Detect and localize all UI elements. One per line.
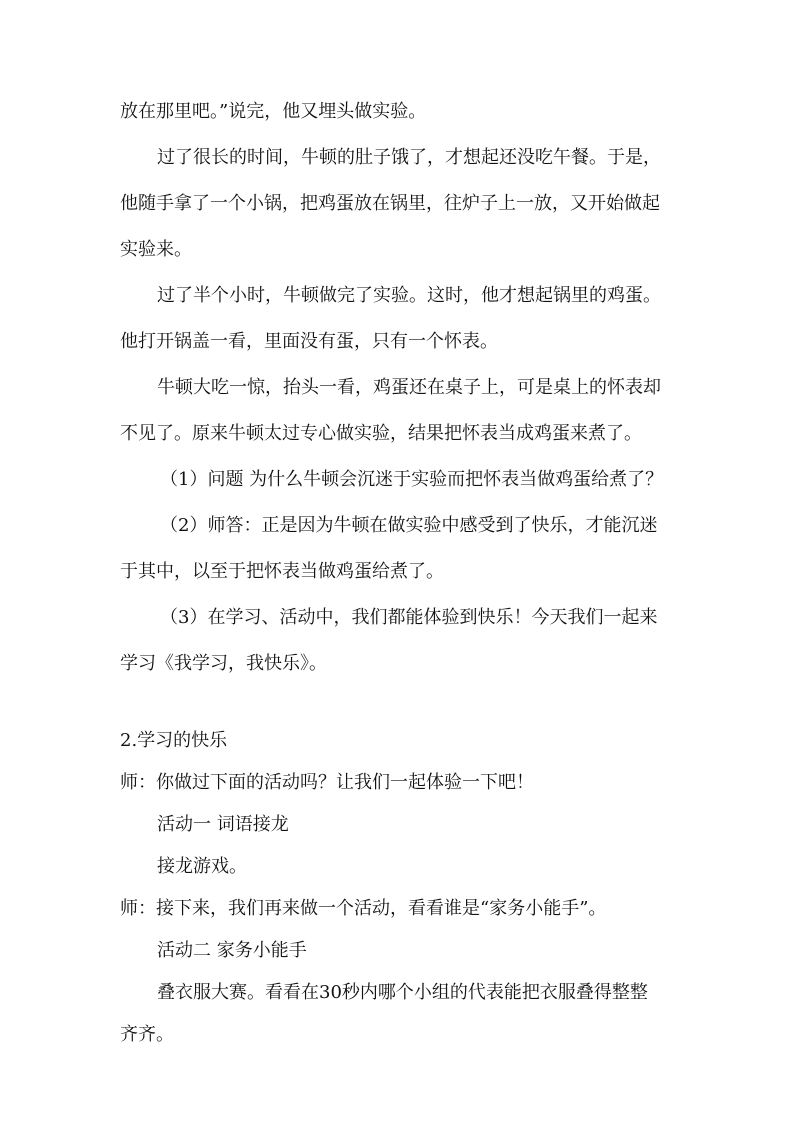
- text-line-1: 放在那里吧。”说完，他又埋头做实验。: [120, 101, 427, 122]
- activity-two-title: 活动二 家务小能手: [157, 940, 307, 961]
- text-line-6: 他打开锅盖一看，里面没有蛋，只有一个怀表。: [120, 331, 498, 352]
- text-line-9: （1）问题 为什么牛顿会沉迷于实验而把怀表当做鸡蛋给煮了？: [160, 469, 664, 490]
- text-line-5: 过了半个小时，牛顿做完了实验。这时，他才想起锅里的鸡蛋。: [157, 285, 661, 306]
- text-line-4: 实验来。: [120, 239, 192, 260]
- text-line-12: （3）在学习、活动中，我们都能体验到快乐！今天我们一起来: [160, 607, 658, 628]
- activity-one-title: 活动一 词语接龙: [157, 814, 289, 835]
- text-line-20: 叠衣服大赛。看看在30秒内哪个小组的代表能把衣服叠得整整: [157, 982, 648, 1003]
- text-line-18: 师：接下来，我们再来做一个活动，看看谁是“家务小能手”。: [120, 898, 607, 919]
- text-line-13: 学习《我学习，我快乐》。: [120, 653, 327, 674]
- text-line-8: 不见了。原来牛顿太过专心做实验，结果把怀表当成鸡蛋来煮了。: [120, 423, 642, 444]
- text-line-11: 于其中，以至于把怀表当做鸡蛋给煮了。: [120, 561, 444, 582]
- text-line-21: 齐齐。: [120, 1024, 174, 1045]
- text-line-15: 师：你做过下面的活动吗？让我们一起体验一下吧！: [120, 772, 534, 793]
- text-line-7: 牛顿大吃一惊，抬头一看，鸡蛋还在桌子上，可是桌上的怀表却: [157, 377, 661, 398]
- text-line-3: 他随手拿了一个小锅，把鸡蛋放在锅里，往炉子上一放，又开始做起: [120, 193, 660, 214]
- text-line-2: 过了很长的时间，牛顿的肚子饿了，才想起还没吃午餐。于是，: [157, 147, 661, 168]
- text-line-17: 接龙游戏。: [157, 856, 247, 877]
- section-heading: 2.学习的快乐: [120, 730, 228, 751]
- text-line-10: （2）师答：正是因为牛顿在做实验中感受到了快乐，才能沉迷: [160, 515, 658, 536]
